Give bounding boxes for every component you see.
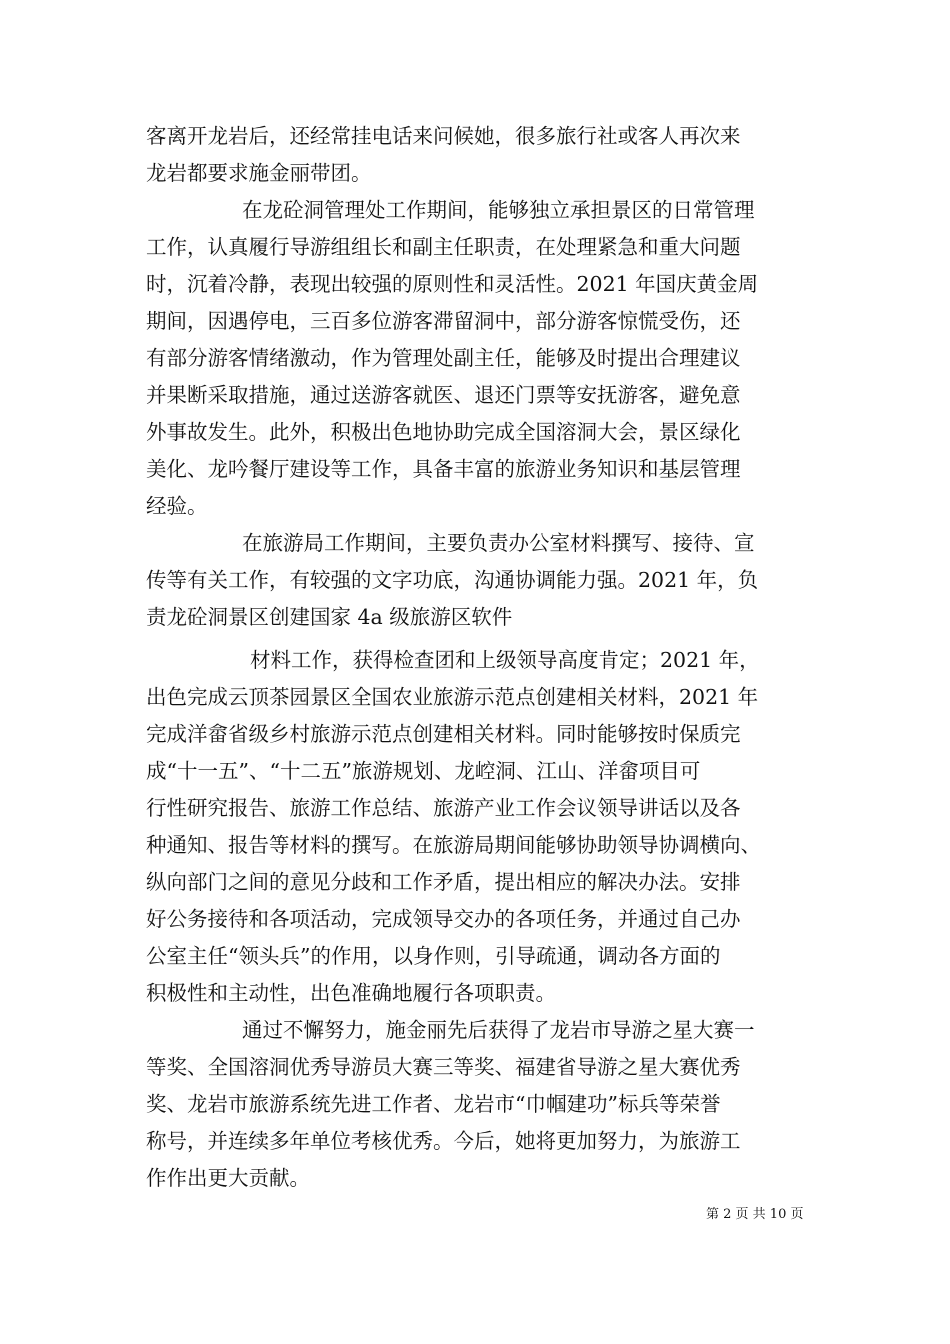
text-line: 好公务接待和各项活动，完成领导交办的各项任务，并通过自己办 [146, 907, 741, 931]
document-body [146, 118, 816, 1197]
text-line: 奖、龙岩市旅游系统先进工作者、龙岩市“巾帼建功”标兵等荣誉 [146, 1092, 721, 1116]
text-line: 传等有关工作，有较强的文字功底，沟通协调能力强。2021 年，负 [146, 568, 759, 592]
text-line: 纵向部门之间的意见分歧和工作矛盾，提出相应的解决办法。安排 [146, 870, 741, 894]
text-line: 积极性和主动性，出色准确地履行各项职责。 [146, 981, 556, 1005]
text-line: 经验。 [146, 494, 208, 518]
text-line: 时，沉着冷静，表现出较强的原则性和灵活性。2021 年国庆黄金周 [146, 272, 759, 296]
text-line: 责龙砼洞景区创建国家 4a 级旅游区软件 [146, 605, 513, 629]
text-line: 出色完成云顶茶园景区全国农业旅游示范点创建相关材料，2021 年 [146, 685, 759, 709]
text-line: 称号，并连续多年单位考核优秀。今后，她将更加努力，为旅游工 [146, 1129, 741, 1153]
text-line: 作作出更大贡献。 [146, 1166, 310, 1190]
text-line: 龙岩都要求施金丽带团。 [146, 161, 372, 185]
text-line: 等奖、全国溶洞优秀导游员大赛三等奖、福建省导游之星大赛优秀 [146, 1055, 741, 1079]
paragraph-start-line: 在旅游局工作期间，主要负责办公室材料撰写、接待、宣 [242, 531, 755, 555]
text-line: 并果断采取措施，通过送游客就医、退还门票等安抚游客，避免意 [146, 383, 741, 407]
text-line: 客离开龙岩后，还经常挂电话来问候她，很多旅行社或客人再次来 [146, 124, 741, 148]
text-line: 成“十一五”、“十二五”旅游规划、龙崆洞、江山、洋畲项目可 [146, 759, 701, 783]
paragraph-start-line: 材料工作，获得检查团和上级领导高度肯定；2021 年， [250, 648, 760, 672]
text-line: 完成洋畲省级乡村旅游示范点创建相关材料。同时能够按时保质完 [146, 722, 741, 746]
text-line: 种通知、报告等材料的撰写。在旅游局期间能够协助领导协调横向、 [146, 833, 761, 857]
text-line: 有部分游客情绪激动，作为管理处副主任，能够及时提出合理建议 [146, 346, 741, 370]
paragraph-start-line: 在龙砼洞管理处工作期间，能够独立承担景区的日常管理 [242, 198, 755, 222]
text-line: 美化、龙吟餐厅建设等工作，具备丰富的旅游业务知识和基层管理 [146, 457, 741, 481]
text-line: 行性研究报告、旅游工作总结、旅游产业工作会议领导讲话以及各 [146, 796, 741, 820]
text-line: 外事故发生。此外，积极出色地协助完成全国溶洞大会，景区绿化 [146, 420, 741, 444]
text-line: 工作，认真履行导游组组长和副主任职责，在处理紧急和重大问题 [146, 235, 741, 259]
text-line: 期间，因遇停电，三百多位游客滞留洞中，部分游客惊慌受伤，还 [146, 309, 741, 333]
paragraph-start-line: 通过不懈努力，施金丽先后获得了龙岩市导游之星大赛一 [242, 1018, 755, 1042]
text-line: 公室主任“领头兵”的作用，以身作则，引导疏通，调动各方面的 [146, 944, 721, 968]
page-number-footer: 第 2 页 共 10 页 [706, 1207, 804, 1222]
